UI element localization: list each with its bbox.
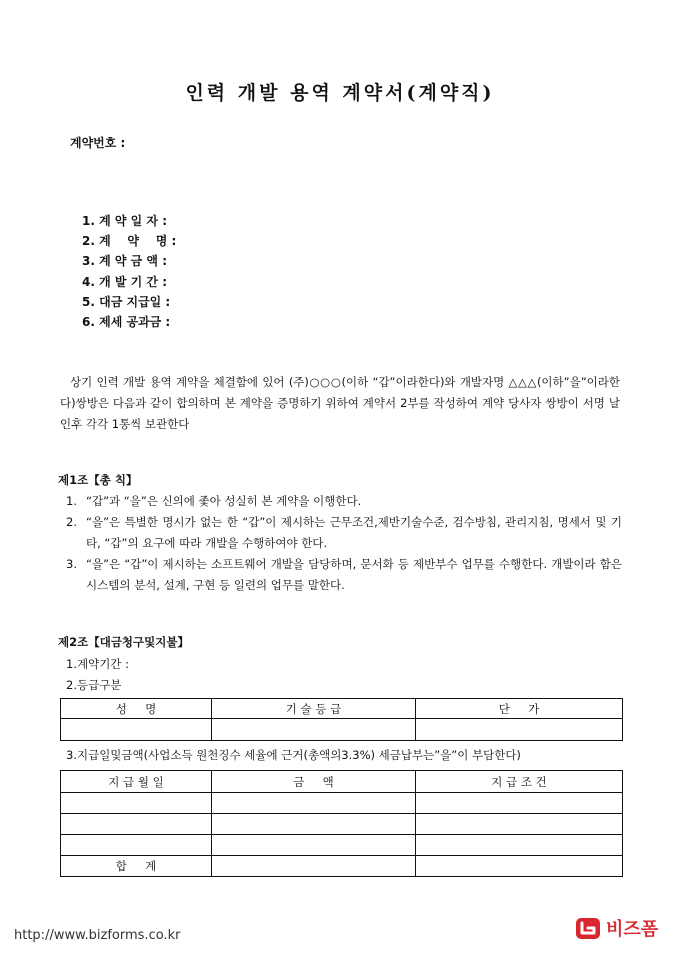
clause-number: 3.: [66, 557, 77, 571]
item-label: 대금 지급일 :: [99, 294, 171, 309]
contract-item: [82, 312, 176, 332]
table-header-cell: 지 급 조 건: [416, 771, 623, 793]
table-row: [61, 835, 623, 856]
table-cell[interactable]: [416, 719, 623, 741]
payment-line: 3.지급일및금액(사업소득 원천징수 세율에 근거(총액의3.3%) 세금납부는”을”이 부담한다): [66, 748, 521, 762]
table-total-row: [61, 856, 623, 877]
bizforms-logo-icon: [574, 914, 602, 942]
contract-item: [82, 211, 176, 231]
article2-heading: 제2조【대금청구및지불】: [58, 635, 189, 649]
clause-number: 2.: [66, 515, 77, 529]
table-header-row: [61, 771, 623, 793]
item-number: 1.: [82, 214, 95, 228]
item-label: 계 약 일 자 :: [99, 214, 167, 228]
brand-logo[interactable]: [574, 914, 658, 942]
table-header-cell: 기 술 등 급: [212, 699, 416, 719]
table-cell[interactable]: [61, 835, 212, 856]
table-header-cell: 지 급 월 일: [61, 771, 212, 793]
clause: [66, 491, 622, 512]
clause-text: “갑”과 “을”은 신의에 좇아 성실히 본 계약을 이행한다.: [86, 494, 362, 508]
table-row: [61, 793, 623, 814]
clause-text: “을”은 “갑”이 제시하는 소프트웨어 개발을 담당하며, 문서화 등 제반부수 업무를 수행한다. 개발이라 함은 시스템의 분석, 설계, 구현 등 일련의 업무를 말한다.: [86, 557, 622, 592]
table-cell[interactable]: [61, 814, 212, 835]
table-cell[interactable]: [61, 719, 212, 741]
table-cell[interactable]: [212, 856, 416, 877]
total-label-cell: 합 계: [61, 856, 212, 877]
table-header-row: [61, 699, 623, 719]
item-label: 개 발 기 간 :: [99, 274, 167, 289]
item-label: 계 약 명 :: [99, 234, 177, 249]
item-number: 5.: [82, 294, 95, 309]
table-cell[interactable]: [416, 814, 623, 835]
footer-url[interactable]: http://www.bizforms.co.kr: [14, 928, 181, 943]
table-cell[interactable]: [212, 835, 416, 856]
table-row: [61, 814, 623, 835]
table-header-cell: 금 액: [212, 771, 416, 793]
contract-period-line: 1.계약기간 :: [66, 657, 129, 671]
table-cell[interactable]: [61, 793, 212, 814]
payment-table: [60, 770, 623, 877]
table-cell[interactable]: [416, 835, 623, 856]
contract-items-list: [82, 211, 176, 332]
item-number: 2.: [82, 234, 95, 249]
contract-item: [82, 251, 176, 271]
article1-clauses: [66, 491, 622, 596]
table-cell[interactable]: [212, 793, 416, 814]
table-header-cell: 성 명: [61, 699, 212, 719]
table-header-cell: 단 가: [416, 699, 623, 719]
contract-item: [82, 272, 176, 292]
table-cell[interactable]: [416, 793, 623, 814]
clause: [66, 512, 622, 554]
table-cell[interactable]: [212, 814, 416, 835]
contract-number-label: 계약번호 :: [70, 136, 126, 150]
brand-name: 비즈폼: [606, 919, 659, 940]
item-number: 3.: [82, 254, 95, 269]
document-title: 인력 개발 용역 계약서(계약직): [185, 82, 495, 104]
article1-heading: 제1조【총 칙】: [58, 473, 138, 487]
item-number: 6.: [82, 314, 95, 329]
clause: [66, 554, 622, 596]
table-cell[interactable]: [212, 719, 416, 741]
table-row: [61, 719, 623, 741]
item-number: 4.: [82, 274, 95, 289]
contract-item: [82, 292, 176, 312]
clause-text: “을”은 특별한 명시가 없는 한 “갑”이 제시하는 근무조건,제반기술수준, 검수방침, 관리지침, 명세서 및 기타, “갑”의 요구에 따라 개발을 수행하여야 한다.: [86, 515, 622, 550]
contract-item: [82, 231, 176, 251]
clause-number: 1.: [66, 494, 77, 508]
intro-paragraph: 상기 인력 개발 용역 계약을 체결함에 있어 (주)○○○(이하 “갑”이라한다)와 개발자명 △△△(이하”을”이라한다)쌍방은 다음과 같이 합의하며 본 계약을 증명하기 위하여 계약서 2부를 작성하여 계약 당사자 쌍방이 서명 날인후 각각 1통씩 보관한다: [60, 375, 620, 431]
item-label: 계 약 금 액 :: [99, 254, 167, 269]
grade-line: 2.등급구분: [66, 678, 122, 692]
grade-table: [60, 698, 623, 741]
item-label: 제세 공과금 :: [99, 314, 171, 329]
table-cell[interactable]: [416, 856, 623, 877]
